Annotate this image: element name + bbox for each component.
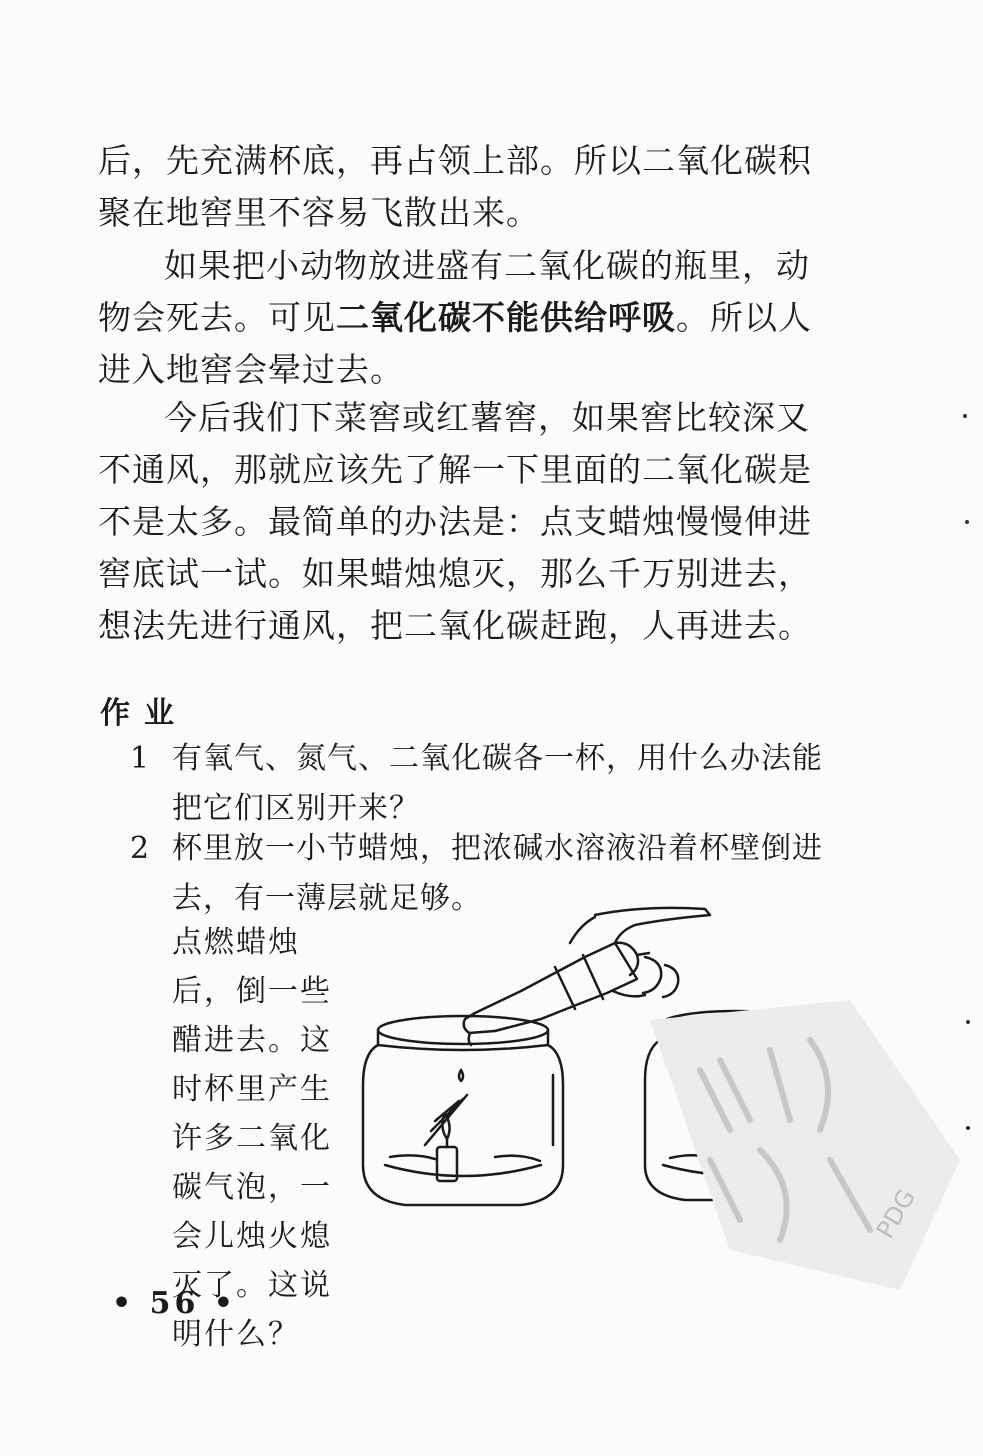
paragraph-3: 今后我们下菜窖或红薯窖，如果窖比较深又不通风，那就应该先了解一下里面的二氧化碳是不是太多。最简单的办法是：点支蜡烛慢慢伸进窖底试一试。如果蜡烛熄灭，那么千万别进去，想法先进行通风，把二氧化碳赶跑，人再进去。: [98, 398, 812, 645]
homework-question-1-number: 1: [130, 741, 150, 776]
paragraph-1: 后，先充满杯底，再占领上部。所以二氧化碳积聚在地窖里不容易飞散出来。: [98, 141, 812, 232]
paragraph-2-part-a: 如果把小动物放进盛有二氧化碳的瓶里，动物会死去。可见: [98, 246, 810, 337]
scan-speck: [963, 414, 967, 418]
scan-speck: [966, 1020, 970, 1024]
paragraph-2-part-b: 。所以人进入地窖会晕过去。: [98, 298, 812, 389]
paragraph-2: [98, 240, 843, 396]
watermark-label: PDG: [870, 1184, 921, 1243]
hand-icon: [570, 908, 710, 997]
homework-title: 作业: [100, 696, 188, 731]
page-number: • 56 •: [112, 1286, 237, 1321]
homework-question-2-number: 2: [130, 831, 150, 866]
homework-question-2-continued: 点燃蜡烛后，倒一些醋进去。这时杯里产生许多二氧化碳气泡，一会儿烛火熄灭了。这说明什么？: [172, 925, 332, 1352]
homework-question-2-text: 杯里放一小节蜡烛，把浓碱水溶液沿着杯壁倒进去，有一薄层就足够。: [172, 831, 823, 916]
paragraph-2-bold-statement: 二氧化碳不能供给呼吸: [336, 298, 676, 337]
bottle-icon: [464, 943, 637, 1045]
left-jar-icon: [363, 1016, 563, 1205]
scan-speck: [965, 520, 969, 524]
homework-question-1-text: 有氧气、氮气、二氧化碳各一杯，用什么办法能把它们区别开来？: [172, 741, 823, 826]
scan-speck: [966, 1126, 970, 1130]
library-seal-watermark: [640, 990, 970, 1310]
